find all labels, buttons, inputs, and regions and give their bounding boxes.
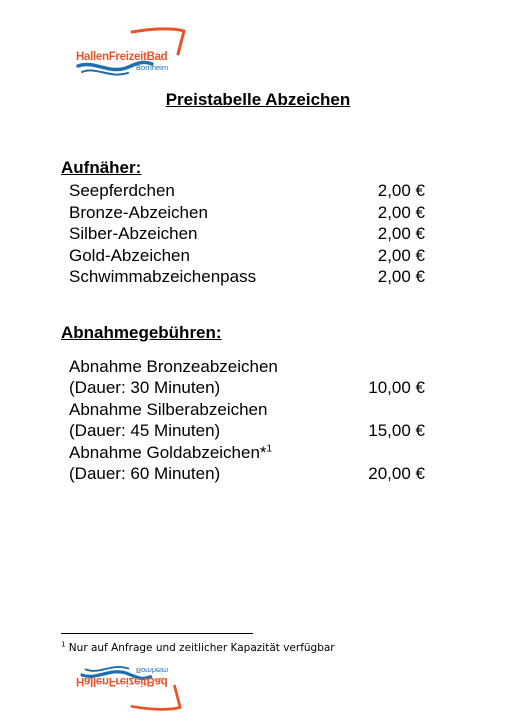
item-price: 2,00 € bbox=[377, 203, 425, 222]
fee-duration: (Dauer: 60 Minuten) bbox=[69, 464, 221, 483]
item-price: 2,00 € bbox=[377, 224, 425, 243]
fee-label-row bbox=[69, 443, 425, 464]
price-row bbox=[69, 267, 425, 288]
item-label: Gold-Abzeichen bbox=[69, 246, 190, 265]
price-row bbox=[69, 181, 425, 202]
footnote-separator bbox=[61, 633, 253, 634]
item-label: Silber-Abzeichen bbox=[69, 224, 198, 243]
item-price: 2,00 € bbox=[377, 246, 425, 265]
section-heading-fees: Abnahmegebühren: bbox=[61, 323, 222, 342]
fee-duration: (Dauer: 30 Minuten) bbox=[69, 378, 221, 397]
fee-label: Abnahme Silberabzeichen bbox=[69, 400, 268, 419]
logo-name: HallenFreizeitBad bbox=[76, 51, 168, 63]
fee-duration-row bbox=[69, 421, 425, 442]
price-row bbox=[69, 224, 425, 245]
fee-duration: (Dauer: 45 Minuten) bbox=[69, 421, 221, 440]
footnote-reference: 1 bbox=[266, 443, 273, 455]
item-price: 2,00 € bbox=[377, 267, 425, 286]
item-label: Bronze-Abzeichen bbox=[69, 203, 208, 222]
footnote-marker: 1 bbox=[61, 640, 66, 649]
price-row bbox=[69, 246, 425, 267]
fee-price: 20,00 € bbox=[368, 464, 425, 483]
fee-label-row bbox=[69, 357, 425, 378]
fee-duration-row bbox=[69, 464, 425, 485]
logo-swoosh-graphic bbox=[74, 662, 190, 712]
brand-logo-mirrored bbox=[74, 662, 190, 712]
fee-duration-row bbox=[69, 378, 425, 399]
section-heading-patches: Aufnäher: bbox=[61, 158, 142, 177]
fee-label: Abnahme Goldabzeichen* bbox=[69, 443, 267, 462]
logo-location: Bornheim bbox=[136, 666, 169, 675]
fee-label-row bbox=[69, 400, 425, 421]
price-row bbox=[69, 203, 425, 224]
fee-price: 10,00 € bbox=[368, 378, 425, 397]
footnote bbox=[61, 642, 335, 654]
logo-name: HallenFreizeitBad bbox=[76, 675, 168, 687]
fee-price: 15,00 € bbox=[368, 421, 425, 440]
item-price: 2,00 € bbox=[377, 181, 425, 200]
footnote-text: Nur auf Anfrage und zeitlicher Kapazität verfügbar bbox=[65, 642, 335, 654]
brand-logo bbox=[74, 26, 190, 80]
logo-location: Bornheim bbox=[136, 63, 169, 72]
item-label: Schwimmabzeichenpass bbox=[69, 267, 257, 286]
fee-label: Abnahme Bronzeabzeichen bbox=[69, 357, 278, 376]
page-title: Preistabelle Abzeichen bbox=[165, 90, 351, 109]
item-label: Seepferdchen bbox=[69, 181, 175, 200]
